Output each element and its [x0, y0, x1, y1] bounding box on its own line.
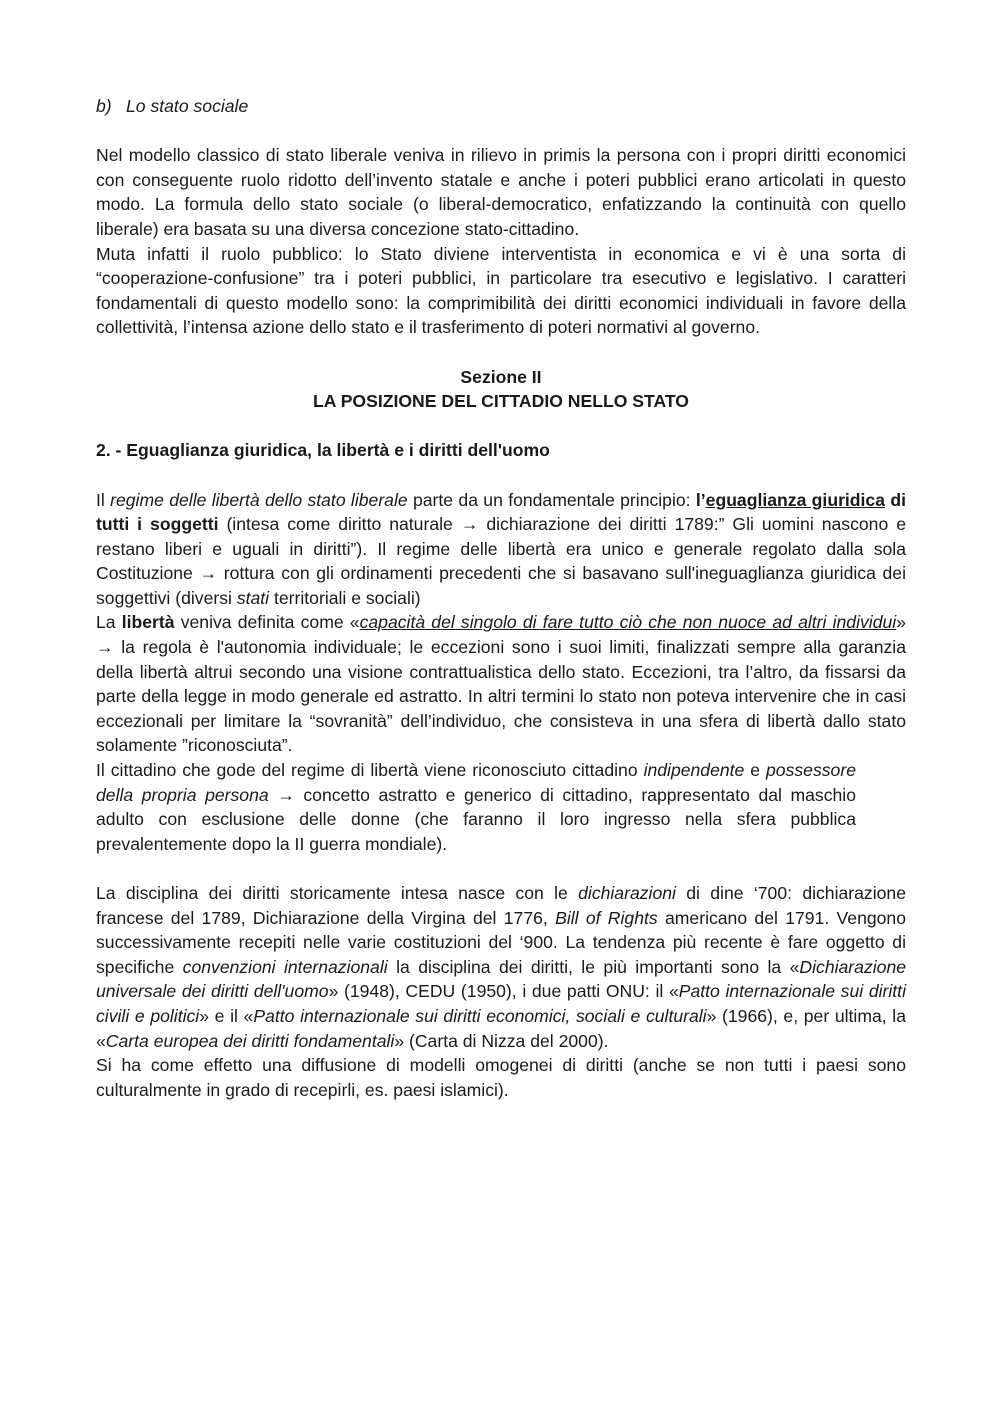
- section-label: Sezione II: [460, 366, 542, 387]
- paragraph-legal-equality: Il regime delle libertà dello stato liberale parte da un fondamentale principio: l’eguaglianza giuridica di tutti i soggetti (intesa come diritto naturale → dichiarazione dei diritti 1789:” Gli uomini nascono e restano liberi e uguali in diritti”). Il regime delle libertà era unico e generale regolato dalla sola Costituzione → rottura con gli ordinamenti precedenti che si basavano sull'ineguaglianza giuridica dei soggettivi (diversi stati territoriali e sociali): [96, 489, 906, 608]
- paragraph-citizen: Il cittadino che gode del regime di libertà viene riconosciuto cittadino indipendente e possessore della propria persona → concetto astratto e generico di cittadino, rappresentato dal maschio adulto con esclusione delle donne (che faranno il loro ingresso nella sfera pubblica prevalentemente dopo la II guerra mondiale).: [96, 760, 857, 854]
- paragraph-social-state: Muta infatti il ruolo pubblico: lo Stato diviene interventista in economica e vi è una sorta di “cooperazione-confusione” tra i poteri pubblici, in particolare tra esecutivo e legislativo. I caratteri fondamentali di questo modello sono: la comprimibilità dei diritti economici individuali in favore della collettività, l’intensa azione dello stato e il trasferimento di poteri normativi al governo.: [96, 243, 906, 338]
- subsection-heading: [96, 94, 906, 119]
- paragraph-liberal-model: Nel modello classico di stato liberale veniva in rilievo in primis la persona con i propri diritti economici con conseguente ruolo ridotto dell’invento statale e anche i poteri pubblici erano articolati in questo modo. La formula dello stato sociale (o liberal-democratico, enfatizzando la continuità con quello liberale) era basata su una diversa concezione stato-cittadino.: [96, 145, 906, 239]
- document-page: [96, 94, 906, 1102]
- section-title: LA POSIZIONE DEL CITTADIO NELLO STATO: [313, 391, 689, 412]
- paragraph-rights-history: La disciplina dei diritti storicamente intesa nasce con le dichiarazioni di dine ‘700: dichiarazione francese del 1789, Dichiarazione della Virgina del 1776, Bill of Rights americano del 1791. Vengono successivamente recepiti nelle varie costituzioni del ‘900. La tendenza più recente è fare oggetto di specifiche convenzioni internazionali la disciplina dei diritti, le più importanti sono la «Dichiarazione universale dei diritti dell'uomo» (1948), CEDU (1950), i due patti ONU: il «Patto internazionale sui diritti civili e politici» e il «Patto internazionale sui diritti economici, sociali e culturali» (1966), e, per ultima, la «Carta europea dei diritti fondamentali» (Carta di Nizza del 2000).: [96, 883, 907, 1051]
- subsection-title: Lo stato sociale: [126, 96, 249, 116]
- chapter-heading: 2. - Eguaglianza giuridica, la libertà e i diritti dell'uomo: [96, 440, 550, 461]
- paragraph-freedom-definition: La libertà veniva definita come «capacità del singolo di fare tutto ciò che non nuoce ad altri individui» → la regola è l'autonomia individuale; le eccezioni sono i suoi limiti, finalizzati sempre alla garanzia della libertà altrui secondo una visione contrattualistica dello stato. Eccezioni, tra l’altro, da fissarsi da parte della legge in modo generale ed astratto. In altri termini lo stato non poteva intervenire che in casi eccezionali per limitare la “sovranità” dell’individuo, che consisteva in una sfera di libertà dallo stato solamente ”riconosciuta”.: [96, 612, 906, 756]
- paragraph-diffusion: Si ha come effetto una diffusione di modelli omogenei di diritti (anche se non tutti i paesi sono culturalmente in grado di recepirli, es. paesi islamici).: [96, 1055, 906, 1100]
- subsection-letter: b): [96, 96, 112, 116]
